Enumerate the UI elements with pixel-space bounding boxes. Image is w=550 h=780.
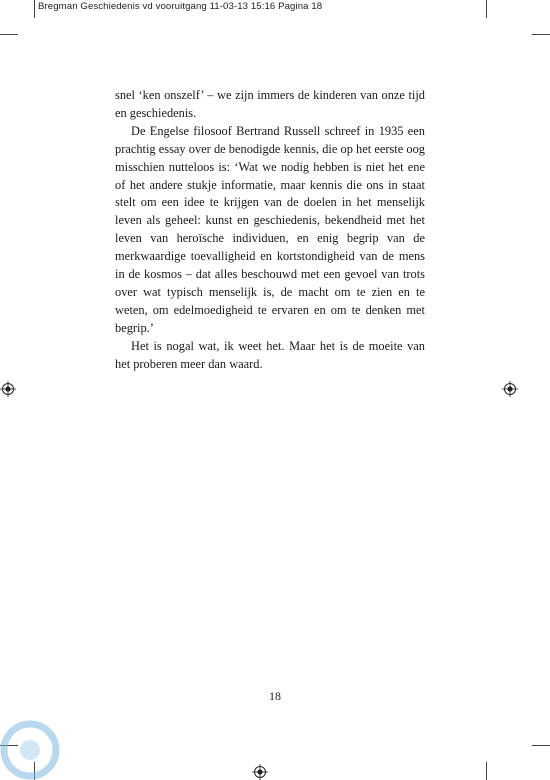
body-text <box>115 87 425 374</box>
paragraph-3: Het is nogal wat, ik weet het. Maar het is de moeite van het proberen meer dan waard. <box>115 338 425 371</box>
crop-mark-top-left-vertical <box>34 0 35 18</box>
registration-mark-icon <box>502 381 518 397</box>
crop-mark-top-right-vertical <box>486 0 487 18</box>
registration-mark-icon <box>0 381 16 397</box>
page-number: 18 <box>269 689 281 703</box>
crop-mark-top-right <box>532 34 550 35</box>
crop-mark-bottom-right-vertical <box>486 762 487 780</box>
paragraph-2: De Engelse filosoof Bertrand Russell schreef in 1935 een prachtig essay over de benodigde kennis, die op het eerste oog misschien nutteloos is: ‘Wat we nodig hebben is niet het ene of het andere stukje informatie, maar kennis die ons in staat stelt om een idee te krijgen van de doelen in het menselijk leven als geheel: kunst en geschiedenis, bekendheid met het leven van heroïsche individuen, en enig begrip van de merkwaardige toevalligheid en kortstondigheid van de mens in de kosmos – dat alles beschouwd met een gevoel van trots over wat typisch menselijk is, de macht om te zien en te weten, om edelmoedigheid te ervaren en om te denken met begrip.’ <box>115 123 425 335</box>
paragraph-1: snel ‘ken onszelf’ – we zijn immers de kinderen van onze tijd en geschiedenis. <box>115 88 425 120</box>
store-logo-icon <box>0 702 80 780</box>
print-slug: Bregman Geschiedenis vd vooruitgang 11-03-13 15:16 Pagina 18 <box>38 1 323 12</box>
registration-mark-icon <box>252 764 268 780</box>
crop-mark-top-left <box>0 34 18 35</box>
crop-mark-bottom-right <box>532 745 550 746</box>
